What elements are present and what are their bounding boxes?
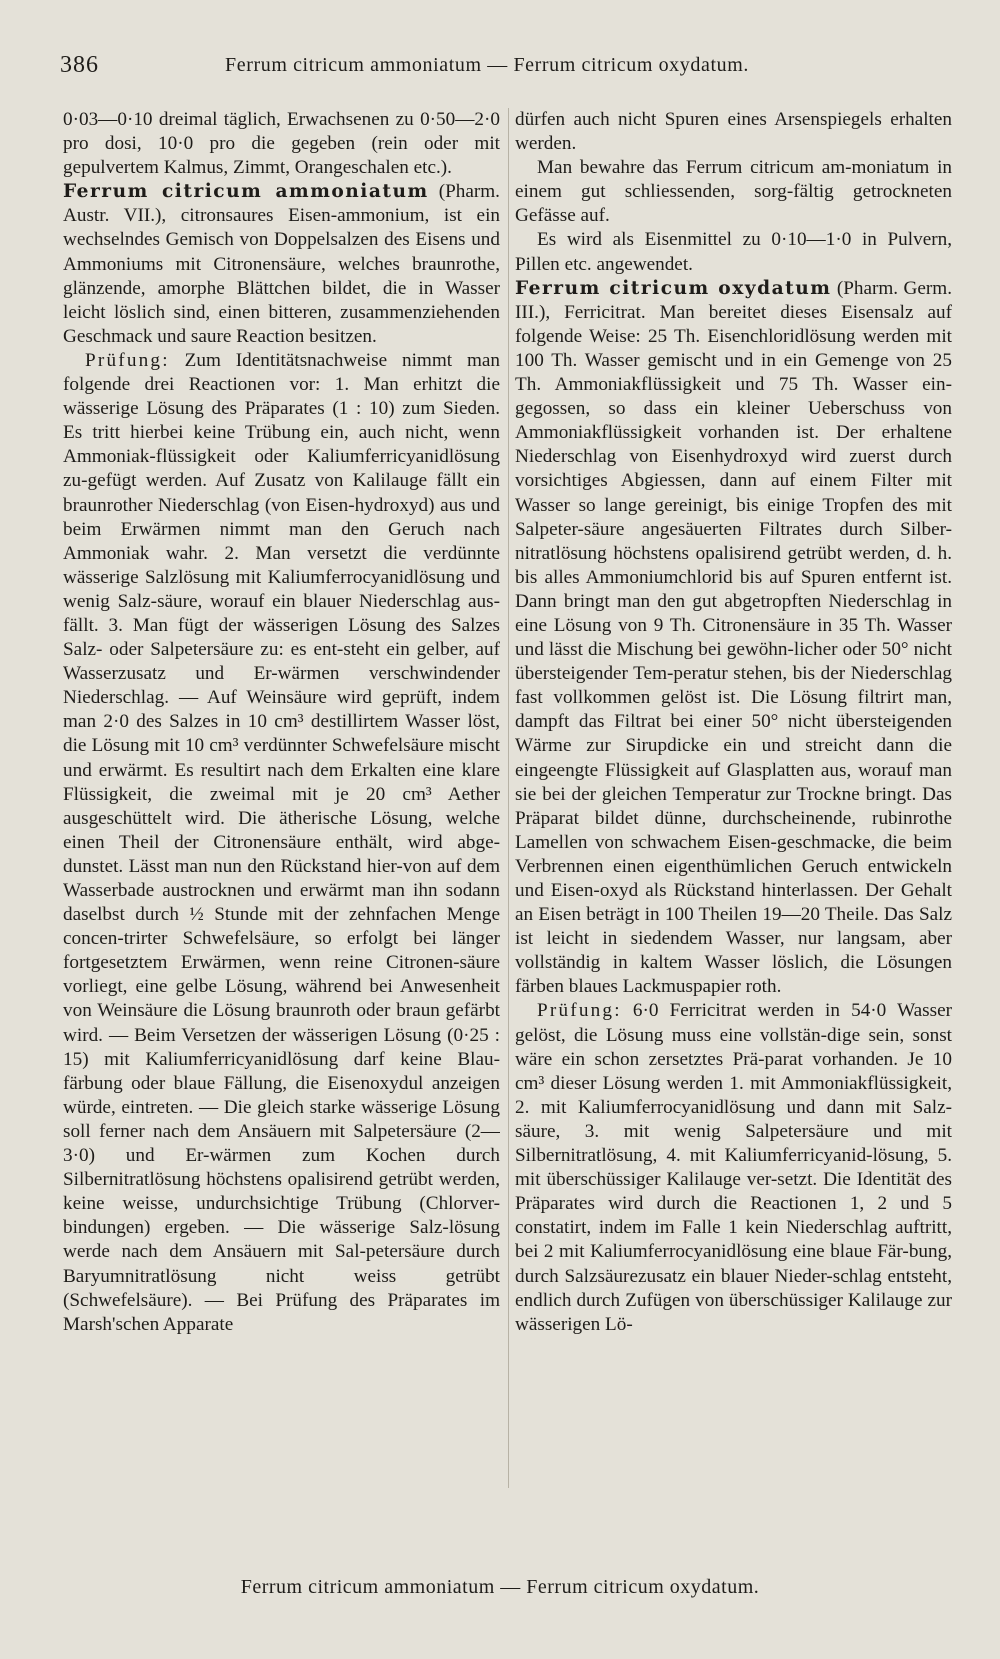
entry-headword: Ferrum citricum ammoniatum (63, 181, 429, 203)
entry-ferrum-citricum-ammoniatum (63, 180, 500, 349)
entry-ferrum-citricum-oxydatum (515, 277, 952, 1000)
left-column (63, 108, 500, 1523)
paragraph: 0·03—0·10 dreimal täglich, Erwachsenen zu 0·50—2·0 pro dosi, 10·0 pro die gegeben (rein oder mit gepulvertem Kalmus, Zimmt, Orangeschalen etc.). (63, 109, 500, 179)
right-column (515, 108, 952, 1523)
pruefung-label: Prüfung: (537, 1000, 622, 1022)
entry-headword: Ferrum citricum oxydatum (515, 277, 832, 299)
paragraph: Man bewahre das Ferrum citricum am-moniatum in einem gut schliessenden, sorg-fältig getrockneten Gefässe auf. (515, 157, 952, 227)
pruefung-text: 6·0 Ferricitrat werden in 54·0 Wasser gelöst, die Lösung muss eine vollstän-dige sein, sonst wäre ein schon zersetztes Prä-parat vorhanden. Je 10 cm³ dieser Lösung werden 1. mit Ammoniakflüssigkeit, 2. mit Kaliumferrocyanidlösung und dann mit Salz-säure, 3. mit wenig Salpetersäure und mit Silbernitratlösung, 4. mit Kaliumferricyanid-lösung, 5. mit überschüssiger Kalilauge ver-setzt. Die Identität des Präparates wird durch die Reactionen 1, 2 und 5 constatirt, indem im Falle 1 kein Niederschlag auftritt, bei 2 mit Kaliumferrocyanidlösung eine blaue Fär-bung, durch Salzsäurezusatz ein blauer Nieder-schlag entsteht, endlich durch Zufügen von überschüssiger Kalilauge zur wässerigen Lö- (515, 1000, 952, 1335)
entry-text: (Pharm. Austr. VII.), citronsaures Eisen-ammonium, ist ein wechselndes Gemisch von Doppelsalzen des Eisens und Ammoniums mit Citronensäure, welches braunrothe, glänzende, amorphe Blättchen bildet, die in Wasser leicht löslich sind, einen bitteren, zusammenziehenden Geschmack und saure Reaction besitzen. (63, 181, 500, 347)
paragraph: dürfen auch nicht Spuren eines Arsenspiegels erhalten werden. (515, 109, 952, 155)
paragraph-pruefung (515, 999, 952, 1336)
paragraph-pruefung (63, 349, 500, 1337)
column-divider (508, 108, 509, 1488)
pruefung-text: Zum Identitätsnachweise nimmt man folgende drei Reactionen vor: 1. Man erhitzt die wässerige Lösung des Präparates (1 : 10) zum Sieden. Es tritt hierbei keine Trübung ein, auch nicht, wenn Ammoniak-flüssigkeit oder Kaliumferricyanidlösung zu-gefügt werden. Auf Zusatz von Kalilauge fällt ein braunrother Niederschlag (von Eisen-hydroxyd) aus und beim Erwärmen nimmt man den Geruch nach Ammoniak wahr. 2. Man versetzt die verdünnte wässerige Salzlösung mit Kaliumferrocyanidlösung und wenig Salz-säure, worauf ein blauer Niederschlag aus-fällt. 3. Man fügt der wässerigen Lösung des Salzes Salz- oder Salpetersäure zu: es ent-steht ein gelber, auf Wasserzusatz und Er-wärmen verschwindender Niederschlag. — Auf Weinsäure wird geprüft, indem man 2·0 des Salzes in 10 cm³ destillirtem Wasser löst, die Lösung mit 10 cm³ verdünnter Schwefelsäure mischt und erwärmt. Es resultirt nach dem Erkalten eine klare Flüssigkeit, die zweimal mit je 20 cm³ Aether ausgeschüttelt wird. Die ätherische Lösung, welche einen Theil der Citronensäure enthält, wird abge-dunstet. Lässt man nun den Rückstand hier-von auf dem Wasserbade austrocknen und erwärmt man ihn sodann daselbst durch ½ Stunde mit der zehnfachen Menge concen-trirter Schwefelsäure, so erfolgt bei länger fortgesetztem Erwärmen, wenn reine Citronen-säure vorliegt, eine gelbe Lösung, während bei Anwesenheit von Weinsäure die Lösung braunroth oder braun gefärbt wird. — Beim Versetzen der wässerigen Lösung (0·25 : 15) mit Kaliumferricyanidlösung darf keine Blau-färbung oder blaue Fällung, die Eisenoxydul anzeigen würde, eintreten. — Die gleich starke wässerige Lösung soll ferner nach dem Ansäuern mit Salpetersäure (2—3·0) und Er-wärmen zum Kochen durch Silbernitratlösung höchstens opalisirend getrübt werden, keine weisse, undurchsichtige Trübung (Chlorver-bindungen) ergeben. — Die wässerige Salz-lösung werde nach dem Ansäuern mit Sal-petersäure durch Baryumnitratlösung nicht weiss getrübt (Schwefelsäure). — Bei Prüfung des Präparates im Marsh'schen Apparate (63, 349, 500, 1335)
paragraph: Es wird als Eisenmittel zu 0·10—1·0 in Pulvern, Pillen etc. angewendet. (515, 229, 952, 275)
running-foot: Ferrum citricum ammoniatum — Ferrum citricum oxydatum. (240, 1576, 760, 1598)
entry-text: (Pharm. Germ. III.), Ferricitrat. Man bereitet dieses Eisensalz auf folgende Weise: 25 Th. Eisenchloridlösung werden mit 100 Th. Wasser gemischt und in ein Gemenge von 25 Th. Ammoniakflüssigkeit und 75 Th. Wasser ein-gegossen, so dass ein kleiner Ueberschuss von Ammoniakflüssigkeit vorhanden ist. Der erhaltene Niederschlag von Eisenhydroxyd wird zuerst durch vorsichtiges Abgiessen, dann auf einem Filter mit Wasser so lange gereinigt, bis einige Tropfen des mit Salpeter-säure angesäuerten Filtrates durch Silber-nitratlösung höchstens opalisirend getrübt werden, d. h. bis alles Ammoniumchlorid bis auf Spuren entfernt ist. Dann bringt man den gut abgetropften Niederschlag in eine Lösung von 9 Th. Citronensäure in 35 Th. Wasser und lässt die Mischung bei gewöhn-licher oder 50° nicht übersteigender Tem-peratur stehen, bis der Niederschlag fast vollkommen gelöst ist. Die Lösung filtrirt man, dampft das Filtrat bei einer 50° nicht übersteigenden Wärme zur Sirupdicke ein und streicht dann die eingeengte Flüssigkeit auf Glasplatten aus, worauf man sie bei der gleichen Temperatur zur Trockne bringt. Das Präparat bildet dünne, durchscheinende, rubinrothe Lamellen von schwachem Eisen-geschmacke, die beim Verbrennen einen eigenthümlichen Geruch entwickeln und Eisen-oxyd als Rückstand hinterlassen. Der Gehalt an Eisen beträgt in 100 Theilen 19—20 Theile. Das Salz ist leicht in siedendem Wasser, nur langsam, aber vollständig in kaltem Wasser löslich, die Lösungen färben blaues Lackmuspapier roth. (515, 277, 952, 998)
running-head: Ferrum citricum ammoniatum — Ferrum citricum oxydatum. (225, 54, 749, 76)
page-number: 386 (60, 52, 99, 78)
page-header (60, 52, 940, 82)
pruefung-label: Prüfung: (85, 349, 170, 371)
